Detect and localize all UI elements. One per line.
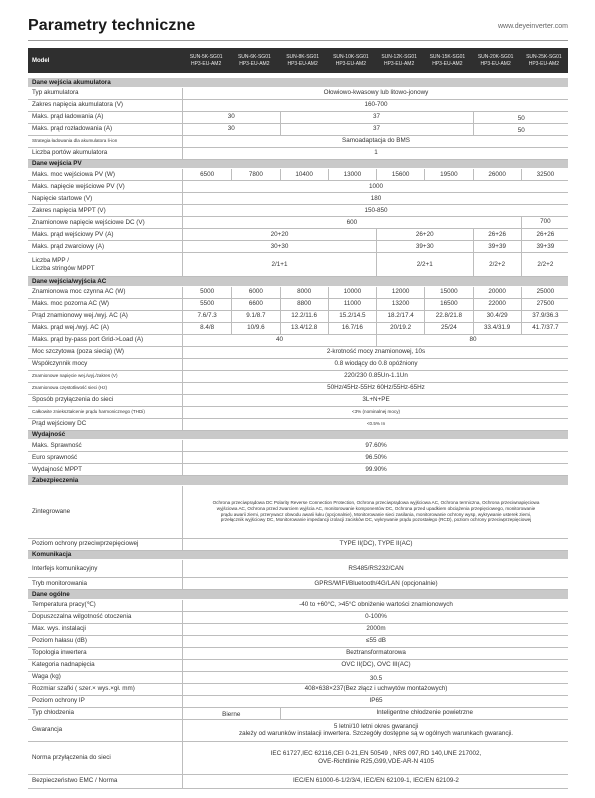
spec-value: RS485/RS232/CAN <box>348 564 404 572</box>
spec-value: 5 letni/10 letni okres gwarancji zależy od warunków instalacji inwertera. Szczegóły dostępne są w ogólnych warunkach gwarancji. <box>238 722 514 737</box>
spec-values <box>182 335 568 346</box>
spec-row <box>28 600 568 612</box>
spec-value: Bierne <box>222 711 241 718</box>
page-header <box>28 17 568 39</box>
spec-label: Rozmiar szafki ( szer.× wys.×gł. mm) <box>32 685 135 693</box>
spec-value: 2/2+1 <box>376 253 473 276</box>
spec-values <box>182 624 568 635</box>
spec-values <box>182 395 568 406</box>
model-name-line: HP3-EU-AM2 <box>239 60 270 67</box>
spec-row <box>28 217 568 229</box>
spec-row <box>28 371 568 383</box>
spec-row <box>28 684 568 696</box>
spec-value: 30 <box>227 125 235 133</box>
spec-row <box>28 395 568 407</box>
spec-label: Waga (kg) <box>32 673 61 681</box>
spec-row <box>28 660 568 672</box>
model-header-row <box>28 48 568 73</box>
spec-value: 37 <box>280 124 473 135</box>
spec-value: 2/2+2 <box>521 253 569 276</box>
model-name-cell <box>182 48 230 73</box>
spec-row <box>28 169 568 181</box>
section-header: Dane wejścia PV <box>28 160 568 170</box>
spec-label: Znamionowe napięcie wejściowe DC (V) <box>32 218 145 226</box>
spec-value: 39+39 <box>473 241 521 252</box>
spec-value: 30.5 <box>369 675 383 682</box>
spec-row <box>28 205 568 217</box>
spec-label: Znamionowe napięcie wej./wyj./zakres (V) <box>32 373 118 379</box>
spec-label: Maks. prąd ładowania (A) <box>32 113 104 121</box>
spec-value: 0-100% <box>365 613 387 621</box>
spec-row <box>28 612 568 624</box>
model-name-line: SUN-5K-SG01 <box>189 53 223 60</box>
spec-row <box>28 578 568 590</box>
spec-value: IEC 61727,IEC 62116,CEI 0-21,EN 50549 , NRS 097,RD 140,UNE 217002, OVE-Richtlinie R25,G99,VDE-AR-N 4105 <box>270 750 482 765</box>
spec-row <box>28 452 568 464</box>
spec-row <box>28 464 568 476</box>
spec-row <box>28 696 568 708</box>
spec-row <box>28 359 568 371</box>
spec-value: 22000 <box>473 299 521 310</box>
spec-value: 10000 <box>328 287 376 298</box>
spec-value: 11000 <box>328 299 376 310</box>
spec-values <box>182 136 568 147</box>
website-url: www.deyeinverter.com <box>497 23 568 30</box>
spec-values <box>182 181 568 192</box>
spec-value: 600 <box>346 218 358 226</box>
spec-row <box>28 539 568 551</box>
spec-values <box>182 205 568 216</box>
section-header: Dane wejścia akumulatora <box>28 78 568 88</box>
spec-label: Interfejs komunikacyjny <box>32 564 98 572</box>
spec-label: Liczba MPP / Liczba stringów MPPT <box>32 257 95 272</box>
model-name-cell <box>375 48 423 73</box>
spec-values <box>182 229 568 240</box>
spec-value: 50 <box>473 112 570 123</box>
spec-row <box>28 335 568 347</box>
spec-row <box>28 624 568 636</box>
spec-value: 50Hz/45Hz-55Hz 60Hz/55Hz-65Hz <box>327 384 425 392</box>
spec-value: 10/9.6 <box>231 323 279 334</box>
spec-row <box>28 775 568 789</box>
spec-label: Prąd znamionowy wej./wyj. AC (A) <box>32 312 128 320</box>
spec-value: 37 <box>280 112 473 123</box>
spec-value: 99.90% <box>365 465 387 473</box>
spec-value: 2000m <box>366 625 386 633</box>
spec-label: Maks. prąd by-pass port Grid->Load (A) <box>32 336 144 344</box>
spec-values <box>182 88 568 99</box>
spec-label: Zakres napięcia MPPT (V) <box>32 206 106 214</box>
spec-row <box>28 648 568 660</box>
spec-value: 8800 <box>280 299 328 310</box>
spec-value: Ołowiowo-kwasowy lub litowo-jonowy <box>323 89 429 97</box>
spec-label: Maks. prąd wej./wyj. AC (A) <box>32 324 109 332</box>
spec-value: 16.7/16 <box>328 323 376 334</box>
spec-row <box>28 136 568 148</box>
spec-label: Maks. prąd zwarciowy (A) <box>32 242 105 250</box>
spec-value: 2/1+1 <box>271 260 288 268</box>
spec-value: Inteligentne chłodzenie powietrzne <box>280 708 570 719</box>
spec-value: 37.9/36.3 <box>521 311 569 322</box>
spec-values <box>182 287 568 298</box>
spec-value: 1000 <box>368 182 383 190</box>
spec-label: Znamionowa częstotliwość sieci (Hz) <box>32 385 108 391</box>
spec-value: 16500 <box>424 299 472 310</box>
model-name-line: SUN-20K-SG01 <box>477 53 514 60</box>
spec-value: 26+26 <box>473 229 521 240</box>
spec-value: 5500 <box>200 300 215 308</box>
spec-label: Dopuszczalna wilgotność otoczenia <box>32 613 132 621</box>
spec-values <box>182 148 568 159</box>
spec-value: 18.2/17.4 <box>376 311 424 322</box>
spec-value: 30+30 <box>270 242 289 250</box>
spec-table <box>28 48 568 789</box>
spec-values <box>182 311 568 322</box>
spec-values <box>182 440 568 451</box>
spec-label: Sposób przyłączenia do sieci <box>32 396 114 404</box>
spec-value: 6600 <box>231 299 279 310</box>
spec-value: 80 <box>376 335 569 346</box>
spec-value: 5000 <box>200 288 215 296</box>
spec-value: ≤55 dB <box>366 637 386 645</box>
spec-value: GPRS/WIFI/Bluetooth/4G/LAN (opcjonalnie) <box>314 579 438 587</box>
model-name-line: HP3-EU-AM2 <box>287 60 318 67</box>
spec-value: Samoadaptacja do BMS <box>342 137 410 145</box>
spec-value: 20/19.2 <box>376 323 424 334</box>
spec-value: 0.8 wiodący do 0.8 opóźniony <box>334 360 418 368</box>
spec-label: Euro sprawność <box>32 453 78 461</box>
spec-value: 41.7/37.7 <box>521 323 569 334</box>
section-header: Komunikacja <box>28 551 568 561</box>
spec-row <box>28 440 568 452</box>
spec-label: Strategia ładowania dla akumulatora li-ion <box>32 138 118 144</box>
spec-value: 15600 <box>376 169 424 180</box>
spec-label: Maks. moc wejściowa PV (W) <box>32 170 115 178</box>
spec-row <box>28 720 568 742</box>
spec-values <box>182 464 568 475</box>
spec-label: Maks. prąd wejściowy PV (A) <box>32 230 114 238</box>
spec-row <box>28 347 568 359</box>
section-header: Wydajność <box>28 431 568 441</box>
spec-value: 408×638×237(Bez złącz i uchwytów montażowych) <box>304 685 448 693</box>
spec-value: OVC II(DC), OVC III(AC) <box>341 661 411 669</box>
spec-row <box>28 311 568 323</box>
spec-row <box>28 299 568 311</box>
spec-values <box>182 775 568 788</box>
spec-label: Prąd wejściowy DC <box>32 420 87 428</box>
spec-value: IP65 <box>369 697 383 705</box>
spec-rows <box>28 78 568 789</box>
spec-label: Max. wys. instalacji <box>32 625 86 633</box>
spec-label: Tryb monitorowania <box>32 579 88 587</box>
spec-label: Zakres napięcia akumulatora (V) <box>32 101 123 109</box>
spec-row <box>28 636 568 648</box>
spec-value: 39+39 <box>521 241 569 252</box>
model-name-line: SUN-25K-SG01 <box>526 53 562 60</box>
spec-values <box>182 672 568 683</box>
spec-values <box>182 648 568 659</box>
spec-label: Współczynnik mocy <box>32 360 88 368</box>
spec-value: 160-700 <box>364 101 388 109</box>
spec-values <box>182 407 568 418</box>
spec-row <box>28 486 568 539</box>
spec-values <box>182 299 568 310</box>
spec-value: 15000 <box>424 287 472 298</box>
spec-label: Topologia inwertera <box>32 649 87 657</box>
spec-value: 26000 <box>473 169 521 180</box>
spec-value: <0.5% In <box>366 421 386 427</box>
spec-value: 30 <box>227 113 235 121</box>
spec-values <box>182 419 568 430</box>
spec-values <box>182 323 568 334</box>
spec-label: Bezpieczeństwo EMC / Norma <box>32 777 118 785</box>
spec-values <box>182 359 568 370</box>
spec-row <box>28 708 568 720</box>
spec-values <box>182 452 568 463</box>
title-divider <box>28 40 568 41</box>
spec-row <box>28 112 568 124</box>
spec-value: TYPE II(DC), TYPE II(AC) <box>339 540 413 548</box>
spec-row <box>28 124 568 136</box>
model-name-line: SUN-6K-SG01 <box>237 53 271 60</box>
model-name-line: SUN-8K-SG01 <box>286 53 320 60</box>
spec-value: 9.1/8.7 <box>231 311 279 322</box>
model-header-label: Model <box>32 57 50 64</box>
spec-values <box>182 708 568 719</box>
spec-values <box>182 539 568 550</box>
spec-value: 13000 <box>328 169 376 180</box>
spec-row <box>28 287 568 299</box>
spec-label: Temperatura pracy(℃) <box>32 601 96 609</box>
spec-value: 12.2/11.6 <box>280 311 328 322</box>
spec-value: 1 <box>374 149 378 157</box>
spec-values <box>182 124 568 135</box>
spec-row <box>28 193 568 205</box>
spec-value: 2-krotność mocy znamionowej, 10s <box>326 348 426 356</box>
spec-row <box>28 560 568 578</box>
spec-value: 32500 <box>521 169 569 180</box>
spec-values <box>182 347 568 358</box>
spec-values <box>182 193 568 204</box>
spec-label: Liczba portów akumulatora <box>32 149 108 157</box>
spec-value: 22.8/21.8 <box>424 311 472 322</box>
section-header: Dane wejścia/wyjścia AC <box>28 277 568 287</box>
spec-value: 19500 <box>424 169 472 180</box>
spec-values <box>182 383 568 394</box>
spec-value: 50 <box>473 124 570 135</box>
spec-value: 2/2+2 <box>473 253 521 276</box>
section-header: Dane ogólne <box>28 590 568 600</box>
spec-value: 30.4/29 <box>473 311 521 322</box>
spec-value: 10400 <box>280 169 328 180</box>
spec-value: 97.60% <box>365 441 387 449</box>
spec-label: Maks. Sprawność <box>32 441 82 449</box>
spec-label: Poziom hałasu (dB) <box>32 637 87 645</box>
spec-value: 20000 <box>473 287 521 298</box>
spec-values <box>182 217 568 228</box>
spec-values <box>182 169 568 180</box>
spec-label: Typ akumulatora <box>32 89 79 97</box>
model-name-line: HP3-EU-AM2 <box>383 60 415 67</box>
spec-row <box>28 148 568 160</box>
spec-label: Kategoria nadnapięcia <box>32 661 95 669</box>
spec-row <box>28 88 568 100</box>
model-name-cell <box>472 48 520 73</box>
spec-label: Napięcie startowe (V) <box>32 194 93 202</box>
spec-value: 25/24 <box>424 323 472 334</box>
spec-value: 27500 <box>521 299 569 310</box>
spec-value: 15.2/14.5 <box>328 311 376 322</box>
section-header: Zabezpieczenia <box>28 476 568 486</box>
spec-row <box>28 742 568 775</box>
spec-row <box>28 253 568 277</box>
model-name-line: HP3-EU-AM2 <box>528 60 560 67</box>
spec-value: 700 <box>521 217 569 228</box>
spec-value: 3L+N+PE <box>362 396 390 404</box>
spec-values <box>182 696 568 707</box>
model-name-cell <box>230 48 278 73</box>
spec-value: 8.4/8 <box>200 324 215 332</box>
spec-label: Norma przyłączenia do sieci <box>32 753 111 761</box>
model-name-line: SUN-15K-SG01 <box>429 53 466 60</box>
spec-value: <3% (nominalnej mocy) <box>351 409 401 415</box>
spec-value: 26+20 <box>376 229 473 240</box>
spec-row <box>28 323 568 335</box>
spec-label: Maks. napięcie wejściowe PV (V) <box>32 182 125 190</box>
spec-value: 39+30 <box>376 241 473 252</box>
spec-values <box>182 578 568 589</box>
spec-value: 26+26 <box>521 229 569 240</box>
spec-value: 150-850 <box>364 206 388 214</box>
spec-value: IEC/EN 61000-6-1/2/3/4, IEC/EN 62109-1, IEC/EN 62109-2 <box>293 777 459 785</box>
model-name-cell <box>327 48 375 73</box>
spec-values <box>182 720 568 741</box>
page-title: Parametry techniczne <box>28 17 196 34</box>
spec-row <box>28 241 568 253</box>
spec-label: Zintegrowane <box>32 507 71 515</box>
spec-values <box>182 371 568 382</box>
spec-label: Poziom ochrony IP <box>32 697 85 705</box>
spec-row <box>28 419 568 431</box>
spec-value: 25000 <box>521 287 569 298</box>
model-name-line: HP3-EU-AM2 <box>190 60 222 67</box>
spec-value: 7800 <box>231 169 279 180</box>
spec-values <box>182 684 568 695</box>
spec-value: 13.4/12.8 <box>280 323 328 334</box>
spec-value: Ochrona przeciwprądowa DC Polarity Reverse Connection Protection, Ochrona przeciwprądowa wyjściowa AC, Ochrona termiczna, Ochrona przeciwnapięciowa wyjściowa AC, Ochrona przed zwarciem wyjścia AC, monitorowanie komponentów DC, Ochrona przed upadkiem obciążenia przepięciowego, monitorowanie prądu awarii ziemi, przerywacz obwodu awarii łuku (opcjonalnie), Monitorowanie sieci zasilania, monitorowanie ochrony wysp, wykrywanie usterek ziemi, przełącznik wyjściowy DC, Monitorowanie impedancji izolacji zacisków DC, wykrywanie prądu pozostałego (RCD), poziom ochrony przeciwprzepięciowej <box>212 500 540 523</box>
spec-row <box>28 407 568 419</box>
spec-values <box>182 636 568 647</box>
spec-label: Wydajność MPPT <box>32 465 82 473</box>
spec-value: 220/230 0.85Un-1.1Un <box>344 372 408 380</box>
spec-values <box>182 112 568 123</box>
spec-label: Maks. prąd rozładowania (A) <box>32 125 113 133</box>
spec-values <box>182 486 568 538</box>
spec-values <box>182 742 568 774</box>
spec-value: 96.50% <box>365 453 387 461</box>
spec-label: Typ chłodzenia <box>32 709 75 717</box>
spec-value: 6500 <box>200 170 215 178</box>
model-name-cell <box>520 48 568 73</box>
spec-row <box>28 181 568 193</box>
spec-value: 13200 <box>376 299 424 310</box>
spec-row <box>28 100 568 112</box>
spec-label: Całkowite zniekształcenie prądu harmonicznego (THDi) <box>32 409 145 415</box>
spec-value: 12000 <box>376 287 424 298</box>
spec-value: 6000 <box>231 287 279 298</box>
spec-values <box>182 612 568 623</box>
model-name-line: SUN-10K-SG01 <box>333 53 369 60</box>
spec-row <box>28 229 568 241</box>
spec-label: Moc szczytowa (poza siecią) (W) <box>32 348 125 356</box>
spec-label: Poziom ochrony przeciwprzepięciowej <box>32 540 139 548</box>
spec-values <box>182 241 568 252</box>
spec-value: 7.6/7.3 <box>197 312 217 320</box>
spec-value: Beztransformatorowa <box>346 649 406 657</box>
spec-value: 33.4/31.9 <box>473 323 521 334</box>
spec-value: -40 to +60°C, >45°C obniżenie wartości znamionowych <box>299 601 453 609</box>
spec-value: 40 <box>275 336 283 344</box>
model-name-cell <box>279 48 327 73</box>
spec-label: Maks. moc pozorna AC (W) <box>32 300 109 308</box>
spec-label: Gwarancja <box>32 726 63 734</box>
model-name-cell <box>423 48 471 73</box>
spec-values <box>182 560 568 577</box>
spec-values <box>182 100 568 111</box>
spec-value: 20+20 <box>270 230 289 238</box>
spec-values <box>182 253 568 276</box>
model-name-line: SUN-12K-SG01 <box>381 53 417 60</box>
model-name-line: HP3-EU-AM2 <box>335 60 367 67</box>
spec-value: 8000 <box>280 287 328 298</box>
model-name-line: HP3-EU-AM2 <box>432 60 463 67</box>
spec-row <box>28 383 568 395</box>
spec-value: 180 <box>370 194 382 202</box>
spec-values <box>182 600 568 611</box>
spec-row <box>28 672 568 684</box>
spec-values <box>182 660 568 671</box>
model-name-line: HP3-EU-AM2 <box>480 60 511 67</box>
spec-label: Znamionowa moc czynna AC (W) <box>32 288 126 296</box>
